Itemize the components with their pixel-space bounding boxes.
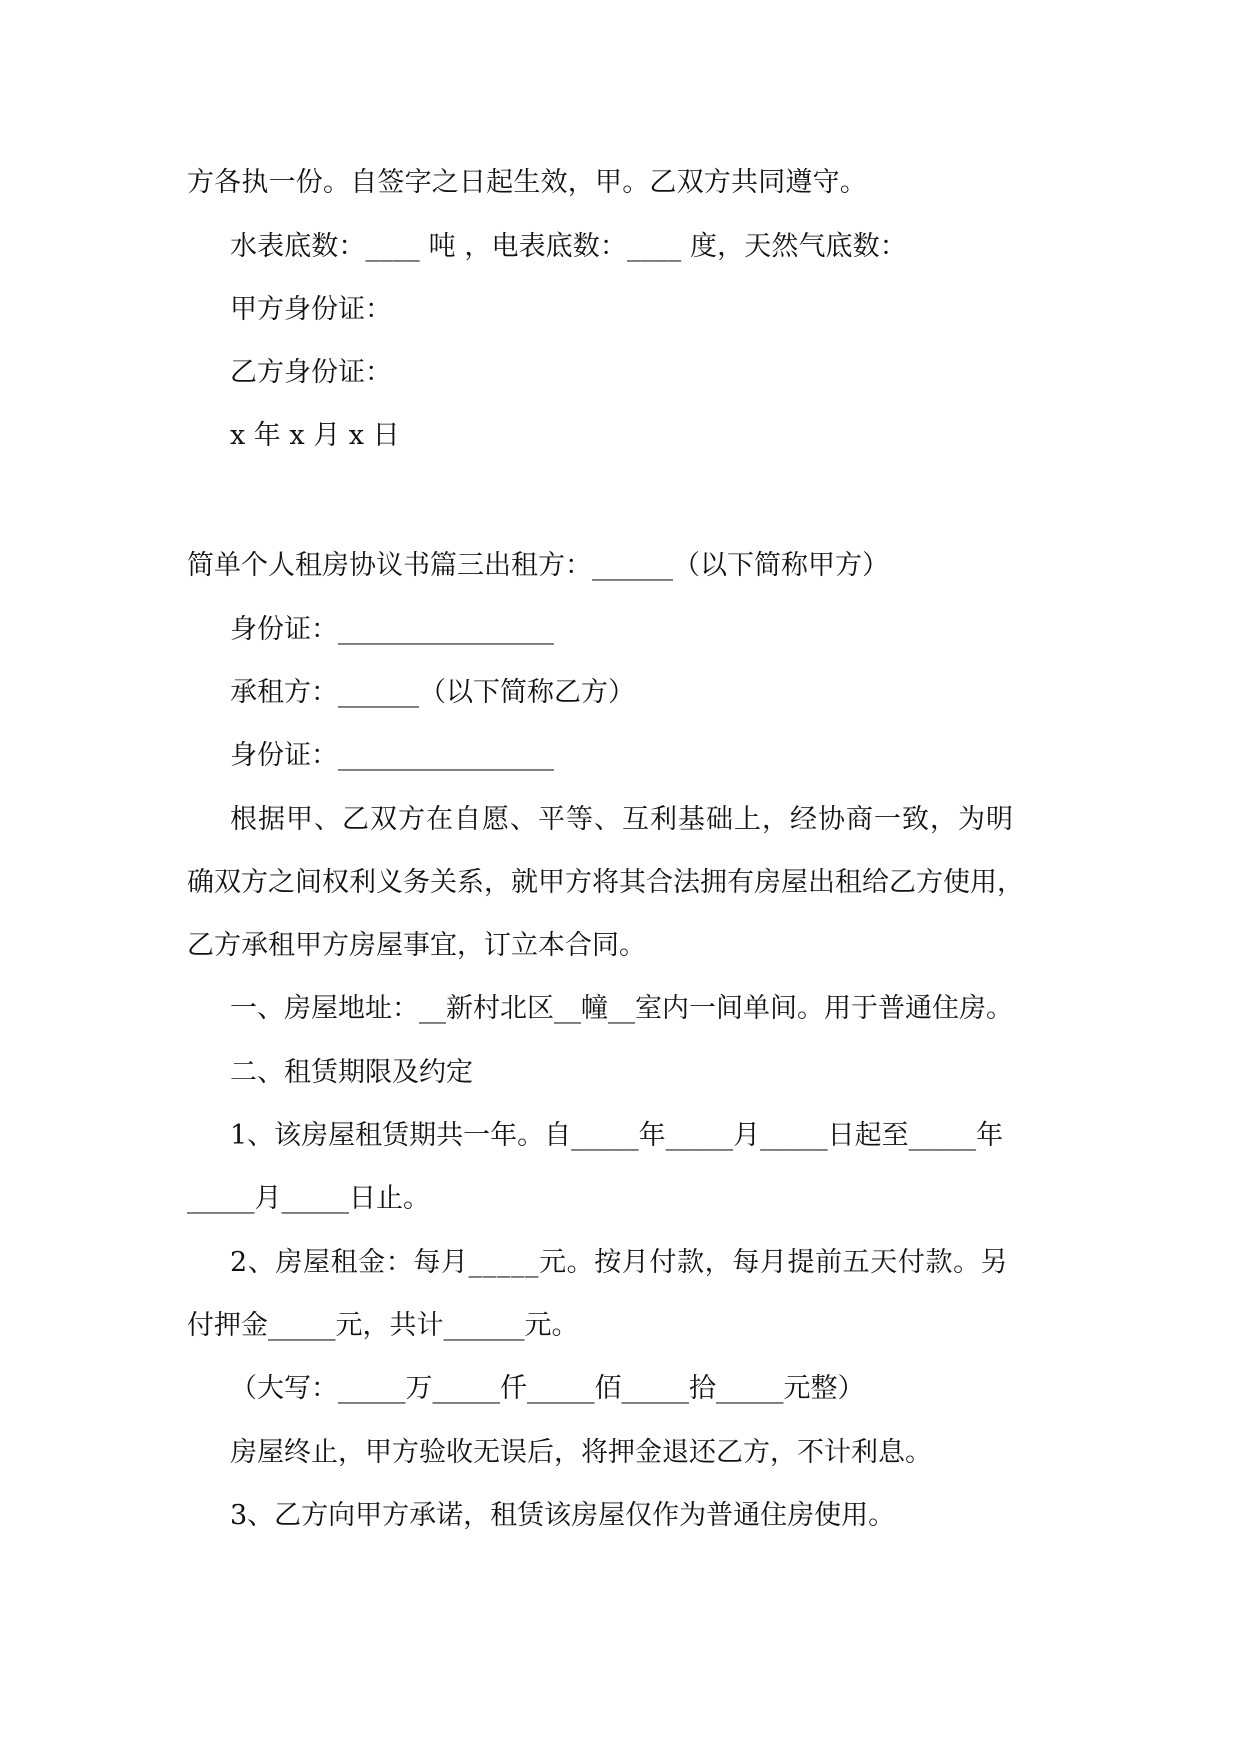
text-line-preamble-2: 确双方之间权利义务关系，就甲方将其合法拥有房屋出租给乙方使用， [187, 867, 1024, 898]
text-line-effective-clause: 方各执一份。自签字之日起生效，甲。乙双方共同遵守。 [187, 167, 867, 198]
text-line-meter-readings: 水表底数：____ 吨 ，电表底数：____ 度，天然气底数： [230, 231, 907, 262]
text-line-landlord-id: 甲方身份证： [230, 294, 392, 325]
text-line-agreement-heading: 简单个人租房协议书篇三出租方：______（以下简称甲方） [187, 550, 889, 581]
text-line-clause-term-2: _____月_____日止。 [187, 1183, 430, 1214]
text-line-landlord-id-blank: 身份证：________________ [230, 614, 554, 645]
text-line-tenant: 承租方：______（以下简称乙方） [230, 677, 635, 708]
text-line-deposit-refund: 房屋终止，甲方验收无误后，将押金退还乙方，不计利息。 [230, 1437, 932, 1468]
text-line-clause-term-1: 1、该房屋租赁期共一年。自_____年_____月_____日起至_____年 [230, 1120, 1004, 1151]
text-line-clause-address: 一、房屋地址：__新村北区__幢__室内一间单间。用于普通住房。 [230, 993, 1013, 1024]
text-line-amount-in-words: （大写：_____万_____仟_____佰_____拾_____元整） [230, 1373, 865, 1404]
text-line-preamble-3: 乙方承租甲方房屋事宜，订立本合同。 [187, 930, 646, 961]
text-line-clause-rent-1: 2、房屋租金：每月_____元。按月付款，每月提前五天付款。另 [230, 1247, 1009, 1278]
text-line-clause-usage: 3、乙方向甲方承诺，租赁该房屋仅作为普通住房使用。 [230, 1500, 896, 1531]
text-line-date: x 年 x 月 x 日 [230, 420, 400, 451]
text-line-tenant-id: 乙方身份证： [230, 357, 392, 388]
text-line-tenant-id-blank: 身份证：________________ [230, 740, 554, 771]
text-line-clause-rent-2: 付押金_____元，共计______元。 [187, 1310, 579, 1341]
text-line-preamble-1: 根据甲、乙双方在自愿、平等、互利基础上，经协商一致，为明 [230, 804, 1014, 835]
text-line-clause-term-heading: 二、租赁期限及约定 [230, 1057, 473, 1088]
